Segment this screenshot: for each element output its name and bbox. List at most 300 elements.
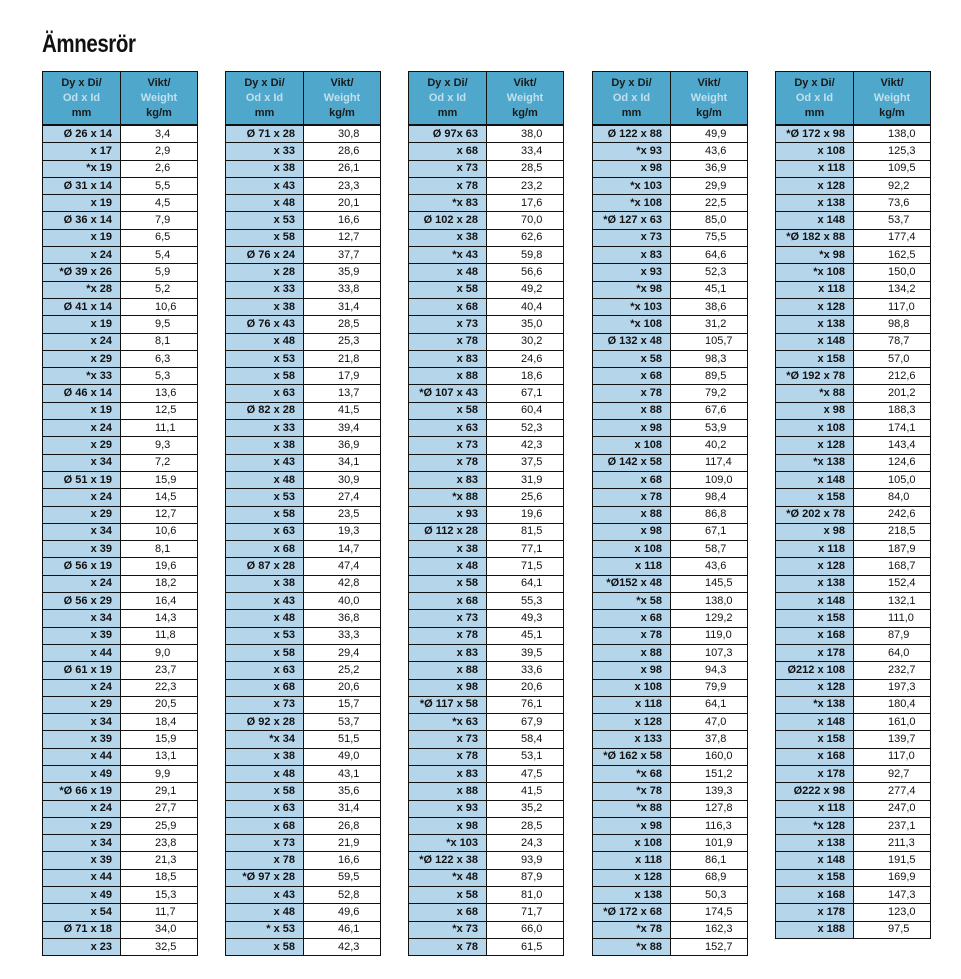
dimension-cell: *Ø 192 x 78 [776,368,854,385]
table-row [409,143,564,160]
table-row [409,264,564,281]
table-row [43,593,198,610]
table-row [226,714,381,731]
dimension-cell: x 118 [593,852,671,869]
weight-header-unit: kg/m [696,106,722,119]
weight-cell: 20,6 [487,679,564,696]
dimension-cell: x 158 [776,350,854,367]
dimension-cell: x 88 [409,368,487,385]
weight-cell: 4,5 [121,195,198,212]
dimension-cell: x 158 [776,731,854,748]
dimension-cell: * x 53 [226,921,304,938]
weight-cell: 60,4 [487,402,564,419]
dimension-cell: *x 68 [593,765,671,782]
dimension-cell: Ø 46 x 14 [43,385,121,402]
weight-cell: 9,3 [121,437,198,454]
dimension-cell: *Ø 162 x 58 [593,748,671,765]
weight-cell: 177,4 [854,229,931,246]
dimension-cell: x 93 [409,506,487,523]
dimension-cell: x 73 [409,731,487,748]
table-row [409,471,564,488]
table-row [226,765,381,782]
table-row [43,852,198,869]
weight-cell: 6,5 [121,229,198,246]
table-row [593,316,748,333]
weight-cell: 8,1 [121,333,198,350]
table-row [43,316,198,333]
table-row [226,212,381,229]
table-row [43,869,198,886]
table-row [43,454,198,471]
table-row [226,195,381,212]
weight-cell: 201,2 [854,385,931,402]
dimension-cell: x 19 [43,229,121,246]
weight-cell: 31,4 [304,800,381,817]
weight-cell: 39,5 [487,644,564,661]
table-row [776,454,931,471]
table-row [409,921,564,938]
dimension-cell: *x 103 [593,177,671,194]
dimension-header [226,72,304,126]
table-row [409,489,564,506]
dimension-cell: x 58 [409,575,487,592]
dimension-cell: x 108 [593,679,671,696]
weight-cell: 36,9 [671,160,748,177]
dimension-cell: x 108 [593,437,671,454]
weight-cell: 89,5 [671,368,748,385]
dimension-cell: x 98 [593,523,671,540]
weight-cell: 32,5 [121,938,198,955]
dimension-cell: x 68 [226,817,304,834]
dimension-header-unit: mm [71,106,92,119]
dimension-cell: Ø 102 x 28 [409,212,487,229]
table-row [409,835,564,852]
weight-cell: 67,1 [487,385,564,402]
table-row [593,817,748,834]
dimension-cell: *x 78 [593,783,671,800]
weight-cell: 25,2 [304,662,381,679]
weight-cell: 22,3 [121,679,198,696]
dimension-cell: *x 93 [593,143,671,160]
weight-cell: 5,9 [121,264,198,281]
dimension-cell: x 148 [776,333,854,350]
weight-cell: 21,9 [304,835,381,852]
dimension-cell: x 58 [226,506,304,523]
weight-cell: 26,1 [304,160,381,177]
weight-cell: 43,6 [671,143,748,160]
weight-cell: 191,5 [854,852,931,869]
weight-cell: 11,8 [121,627,198,644]
table-row [43,195,198,212]
table-row [409,420,564,437]
table-row [593,644,748,661]
table-row [226,541,381,558]
dimension-cell: x 148 [776,212,854,229]
table-row [593,350,748,367]
weight-cell: 57,0 [854,350,931,367]
dimension-header [43,72,121,126]
weight-cell: 138,0 [854,125,931,143]
table-row [409,281,564,298]
dimension-cell: x 24 [43,333,121,350]
dimension-cell: *x 58 [593,593,671,610]
dimension-cell: x 48 [409,558,487,575]
table-row [43,887,198,904]
table-row [43,506,198,523]
weight-cell: 31,2 [671,316,748,333]
dimension-cell: *Ø 172 x 68 [593,904,671,921]
weight-cell: 15,9 [121,731,198,748]
dimension-cell: x 148 [776,714,854,731]
dimension-cell: x 33 [226,143,304,160]
dimension-cell: x 38 [226,160,304,177]
dimension-cell: x 68 [409,298,487,315]
weight-cell: 22,5 [671,195,748,212]
table-row [409,437,564,454]
weight-cell: 16,6 [304,212,381,229]
weight-cell: 35,0 [487,316,564,333]
table-row [776,264,931,281]
dimension-cell: x 43 [226,593,304,610]
table-row [43,523,198,540]
table-row [593,558,748,575]
table-row [593,195,748,212]
dimension-cell: x 78 [409,627,487,644]
weight-header [854,72,931,126]
table-row [593,229,748,246]
dimension-cell: x 19 [43,195,121,212]
table-row [776,143,931,160]
weight-cell: 13,7 [304,385,381,402]
weight-cell: 81,0 [487,887,564,904]
weight-cell: 50,3 [671,887,748,904]
table-row [226,835,381,852]
table-row [593,143,748,160]
table-row [776,869,931,886]
weight-cell: 42,3 [487,437,564,454]
dimension-cell: x 39 [43,541,121,558]
table-row [593,402,748,419]
weight-cell: 64,0 [854,644,931,661]
weight-header-top: Vikt/ [147,76,171,89]
table-row [409,385,564,402]
dimension-cell: *x 138 [776,454,854,471]
weight-cell: 47,4 [304,558,381,575]
dimension-cell: x 178 [776,765,854,782]
dimension-cell: Ø 26 x 14 [43,125,121,143]
table-row [776,385,931,402]
dimension-header-english: Od x Id [612,91,651,104]
weight-cell: 67,6 [671,402,748,419]
table-row [409,662,564,679]
dimension-cell: x 78 [226,852,304,869]
weight-cell: 78,7 [854,333,931,350]
table-row [776,714,931,731]
dimension-cell: x 68 [226,541,304,558]
dimension-header-english: Od x Id [245,91,284,104]
table-row [776,783,931,800]
dimension-cell: *x 34 [226,731,304,748]
table-row [226,420,381,437]
dimension-cell: *Ø 66 x 19 [43,783,121,800]
table-row [593,887,748,904]
table-row [409,558,564,575]
weight-cell: 85,0 [671,212,748,229]
table-row [593,437,748,454]
weight-cell: 53,9 [671,420,748,437]
table-row [43,541,198,558]
weight-cell: 43,1 [304,765,381,782]
weight-cell: 152,7 [671,938,748,955]
table-row [409,593,564,610]
weight-cell: 68,9 [671,869,748,886]
weight-cell: 187,9 [854,541,931,558]
table-row [409,177,564,194]
weight-cell: 119,0 [671,627,748,644]
dimension-cell: *x 108 [593,316,671,333]
dimension-cell: x 58 [226,229,304,246]
weight-cell: 49,3 [487,610,564,627]
table-row [409,212,564,229]
table-row [776,541,931,558]
weight-cell: 28,5 [487,817,564,834]
weight-cell: 232,7 [854,662,931,679]
weight-cell: 162,3 [671,921,748,938]
dimension-cell: x 128 [776,177,854,194]
weight-cell: 35,6 [304,783,381,800]
dimension-cell: x 168 [776,748,854,765]
dimension-cell: x 98 [593,420,671,437]
weight-cell: 92,7 [854,765,931,782]
dimension-header-top: Dy x Di/ [427,76,468,89]
table-row [776,471,931,488]
weight-cell: 174,1 [854,420,931,437]
size-table-2 [225,71,381,956]
dimension-cell: x 39 [43,731,121,748]
weight-cell: 30,2 [487,333,564,350]
dimension-cell: *x 108 [776,264,854,281]
table-row [776,298,931,315]
dimension-header-top: Dy x Di/ [61,76,102,89]
dimension-cell: x 33 [226,281,304,298]
dimension-cell: x 68 [593,471,671,488]
table-row [776,627,931,644]
weight-cell: 161,0 [854,714,931,731]
table-row [776,195,931,212]
weight-cell: 109,5 [854,160,931,177]
table-row [776,160,931,177]
table-row [43,177,198,194]
weight-cell: 33,6 [487,662,564,679]
table-row [43,904,198,921]
table-row [593,298,748,315]
dimension-cell: x 58 [409,281,487,298]
dimension-cell: x 48 [409,264,487,281]
table-row [593,748,748,765]
table-row [593,731,748,748]
table-row [43,264,198,281]
table-row [409,229,564,246]
weight-cell: 55,3 [487,593,564,610]
weight-cell: 10,6 [121,523,198,540]
weight-cell: 42,8 [304,575,381,592]
table-row [593,783,748,800]
dimension-cell: x 188 [776,921,854,938]
weight-cell: 138,0 [671,593,748,610]
table-row [226,748,381,765]
dimension-cell: *x 73 [409,921,487,938]
dimension-cell: x 38 [226,748,304,765]
weight-cell: 39,4 [304,420,381,437]
weight-cell: 6,3 [121,350,198,367]
weight-cell: 58,4 [487,731,564,748]
weight-cell: 105,0 [854,471,931,488]
table-row [593,869,748,886]
dimension-cell: x 17 [43,143,121,160]
table-row [776,177,931,194]
dimension-cell: x 118 [776,160,854,177]
dimension-cell: Ø 112 x 28 [409,523,487,540]
dimension-cell: x 48 [226,610,304,627]
dimension-cell: x 19 [43,402,121,419]
dimension-cell: Ø 122 x 88 [593,125,671,143]
table-row [226,454,381,471]
table-row [409,541,564,558]
weight-cell: 37,5 [487,454,564,471]
dimension-cell: x 88 [593,506,671,523]
dimension-cell: x 108 [593,835,671,852]
weight-header-top: Vikt/ [513,76,537,89]
table-row [43,714,198,731]
table-row [43,800,198,817]
dimension-cell: x 98 [593,817,671,834]
table-row [43,160,198,177]
table-row [593,333,748,350]
table-row [776,679,931,696]
dimension-cell: *x 48 [409,869,487,886]
table-row [409,904,564,921]
weight-cell: 27,4 [304,489,381,506]
dimension-cell: x 128 [776,298,854,315]
weight-cell: 36,9 [304,437,381,454]
table-row [226,506,381,523]
weight-cell: 15,7 [304,696,381,713]
table-row [43,783,198,800]
weight-cell: 28,6 [304,143,381,160]
table-row [226,817,381,834]
dimension-cell: x 68 [409,904,487,921]
table-row [776,887,931,904]
table-row [409,696,564,713]
weight-cell: 38,0 [487,125,564,143]
weight-cell: 7,9 [121,212,198,229]
dimension-cell: *x 83 [409,195,487,212]
dimension-cell: x 24 [43,575,121,592]
dimension-cell: x 48 [226,765,304,782]
weight-cell: 123,0 [854,904,931,921]
weight-cell: 94,3 [671,662,748,679]
table-row [226,921,381,938]
dimension-cell: *x 78 [593,921,671,938]
table-row [776,731,931,748]
dimension-cell: x 24 [43,420,121,437]
weight-cell: 20,6 [304,679,381,696]
weight-cell: 109,0 [671,471,748,488]
dimension-cell: x 58 [226,938,304,955]
table-row [409,731,564,748]
weight-cell: 33,3 [304,627,381,644]
dimension-cell: x 138 [776,575,854,592]
table-row [43,558,198,575]
weight-cell: 20,5 [121,696,198,713]
weight-header-unit: kg/m [329,106,355,119]
weight-cell: 49,0 [304,748,381,765]
dimension-cell: x 93 [593,264,671,281]
dimension-cell: Ø 51 x 19 [43,471,121,488]
table-row [776,662,931,679]
weight-cell: 117,4 [671,454,748,471]
table-row [226,904,381,921]
dimension-cell: x 53 [226,212,304,229]
weight-cell: 218,5 [854,523,931,540]
table-row [226,558,381,575]
weight-cell: 111,0 [854,610,931,627]
dimension-cell: x 78 [409,454,487,471]
dimension-cell: *Ø 127 x 63 [593,212,671,229]
table-row [43,229,198,246]
table-row [226,350,381,367]
dimension-cell: *Ø 182 x 88 [776,229,854,246]
dimension-cell: x 44 [43,748,121,765]
weight-cell: 124,6 [854,454,931,471]
dimension-cell: x 49 [43,765,121,782]
table-row [226,644,381,661]
weight-header-english: Weight [690,91,728,104]
table-row [409,316,564,333]
weight-cell: 139,3 [671,783,748,800]
dimension-cell: x 63 [226,523,304,540]
dimension-cell: x 148 [776,852,854,869]
dimension-header-top: Dy x Di/ [244,76,285,89]
dimension-cell: x 68 [593,368,671,385]
weight-cell: 52,8 [304,887,381,904]
dimension-cell: x 53 [226,489,304,506]
table-row [409,610,564,627]
weight-cell: 237,1 [854,817,931,834]
table-row [593,679,748,696]
weight-cell: 10,6 [121,298,198,315]
weight-cell: 53,7 [854,212,931,229]
weight-cell: 23,5 [304,506,381,523]
table-row [43,627,198,644]
weight-cell: 132,1 [854,593,931,610]
weight-cell: 97,5 [854,921,931,938]
weight-cell: 13,6 [121,385,198,402]
weight-cell: 79,9 [671,679,748,696]
dimension-cell: x 73 [409,610,487,627]
weight-cell: 17,6 [487,195,564,212]
size-table-3 [408,71,564,956]
dimension-cell: x 83 [409,765,487,782]
table-row [593,281,748,298]
weight-cell: 11,1 [121,420,198,437]
table-row [409,523,564,540]
weight-cell: 197,3 [854,679,931,696]
dimension-header-english: Od x Id [795,91,834,104]
weight-header [487,72,564,126]
table-row [409,350,564,367]
weight-cell: 81,5 [487,523,564,540]
